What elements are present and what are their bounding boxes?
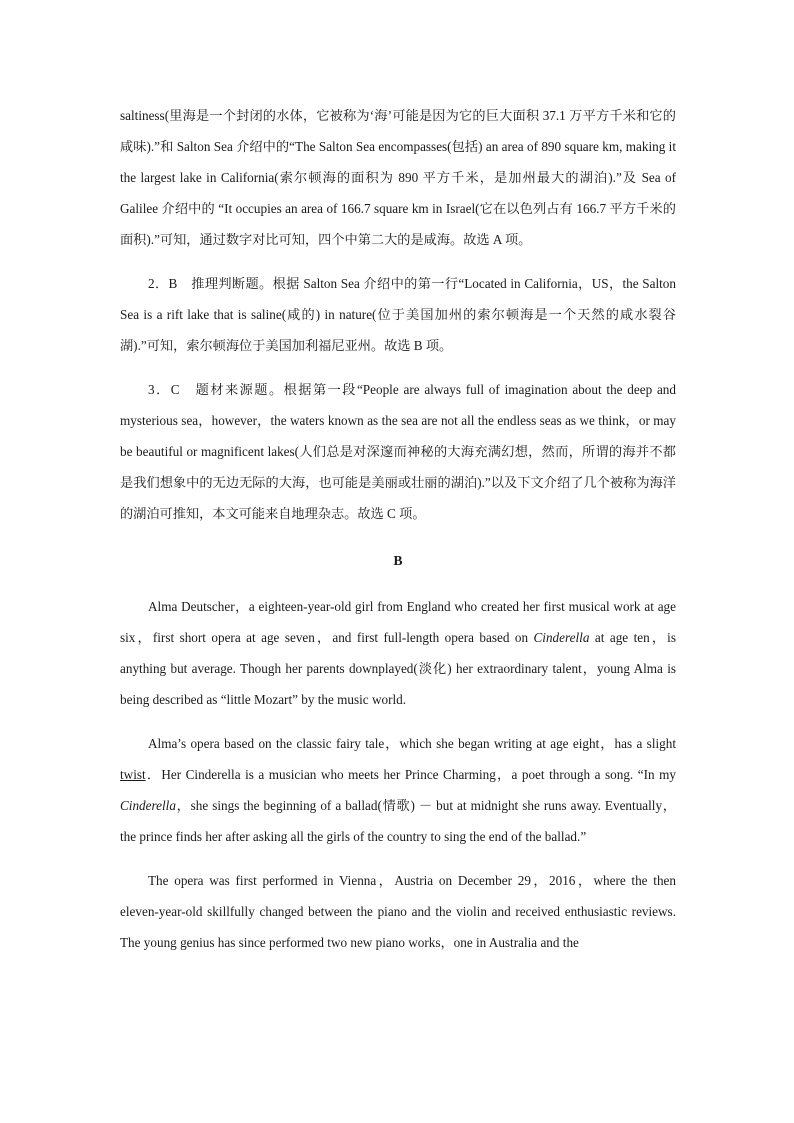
page-body [120, 100, 676, 958]
passage-paragraph-3: The opera was first performed in Vienna，Austria on December 29，2016，where the then eleven-year-old skillfully changed between the piano and the violin and received enthusiastic reviews. The young genius has since performed two new piano works，one in Australia and the [120, 873, 676, 950]
answer-explanation-3: 3．C 题材来源题。根据第一段“People are always full of imagination about the deep and mysterious sea，however，the waters known as the sea are not all the endless seas as we think，or may be beautiful or magnificent lakes(人们总是对深邃而神秘的大海充满幻想，然而，所谓的海并不都是我们想象中的无边无际的大海，也可能是美丽或壮丽的湖泊).”以及下文介绍了几个被称为海洋的湖泊可推知，本文可能来自地理杂志。故选 C 项。 [120, 382, 676, 521]
answer-explanation-1: saltiness(里海是一个封闭的水体，它被称为‘海’可能是因为它的巨大面积 37.1 万平方千米和它的咸味).”和 Salton Sea 介绍中的“The Salton Sea encompasses(包括) an area of 890 square km, making it the largest lake in California(索尔顿海的面积为 890 平方千米，是加州最大的湖泊).”及 Sea of Galilee 介绍中的 “It occupies an area of 166.7 square km in Israel(它在以色列占有 166.7 平方千米的面积).”可知，通过数字对比可知，四个中第二大的是咸海。故选 A 项。 [120, 108, 676, 247]
p2-underlined-word: twist [120, 767, 146, 782]
p1-text-c: at age ten，is anything but average. Though her parents downplayed(淡化) her extraordinary talent，young Alma is being described as “little Mozart” by the music world. [120, 630, 676, 707]
passage-paragraph-2 [120, 728, 676, 852]
p2-title-cinderella: Cinderella [120, 798, 176, 813]
p1-title-cinderella: Cinderella [533, 630, 590, 645]
answer-explanation-2: 2．B 推理判断题。根据 Salton Sea 介绍中的第一行“Located in California，US，the Salton Sea is a rift lake that is saline(咸的) in nature(位于美国加州的索尔顿海是一个天然的咸水裂谷湖).”可知，索尔顿海位于美国加利福尼亚州。故选 B 项。 [120, 276, 676, 353]
p2-text-c: ．Her Cinderella is a musician who meets her Prince Charming，a poet through a song. “In my [145, 767, 676, 782]
section-heading-b: B [393, 553, 403, 568]
p2-text-e: ，she sings the beginning of a ballad(情歌) － but at midnight she runs away. Eventually，the prince finds her after asking all the girls of the country to sing the end of the ballad.” [120, 798, 676, 844]
p1-text-a: Alma Deutscher，a eighteen-year-old girl from England who created her first musical work at age six，first short opera at age seven，and first full-length opera based on [120, 599, 676, 645]
passage-paragraph-1 [120, 591, 676, 715]
p2-text-a: Alma’s opera based on the classic fairy tale，which she began writing at age eight，has a slight [148, 736, 676, 751]
